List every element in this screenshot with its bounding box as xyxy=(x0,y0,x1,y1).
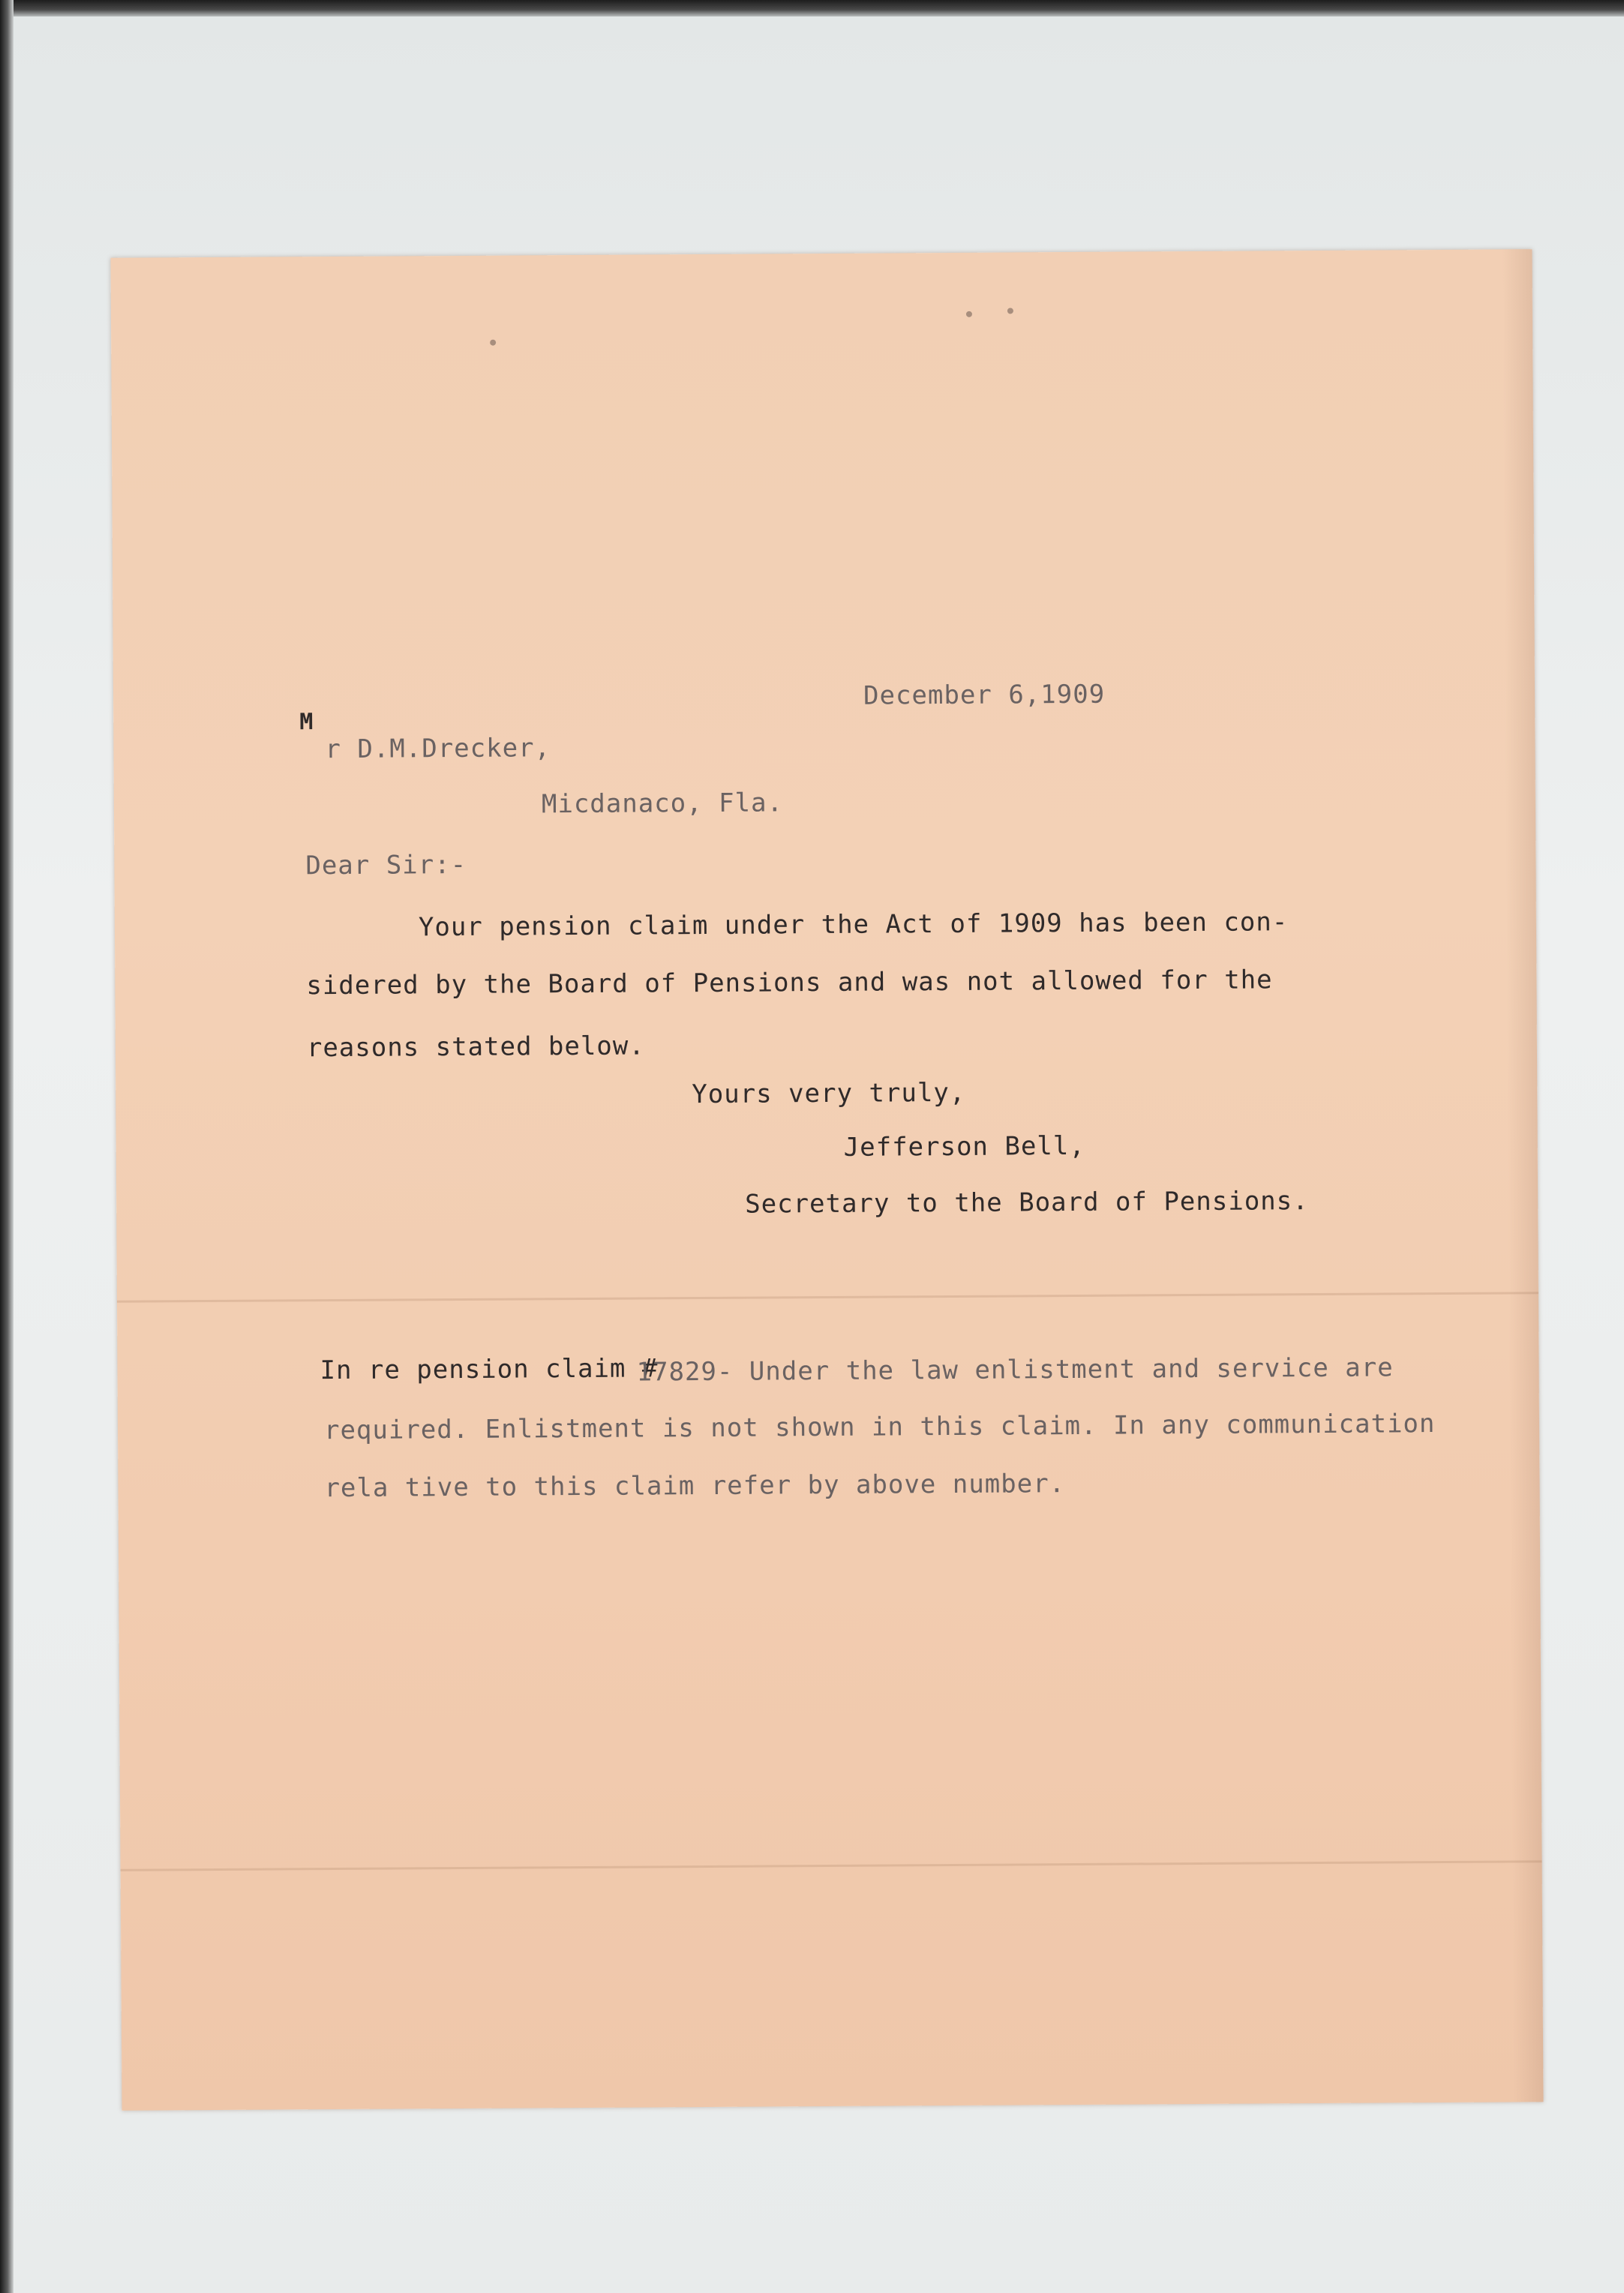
scan-border-left xyxy=(0,0,14,2293)
scan-border-top xyxy=(0,0,1624,17)
recipient-name: r D.M.Drecker, xyxy=(325,733,551,765)
ink-speck xyxy=(966,311,972,317)
reason-line: required. Enlistment is not shown in this claim. In any communication xyxy=(323,1409,1436,1446)
salutation-initial: M xyxy=(299,709,314,736)
letter-date: December 6,1909 xyxy=(863,679,1106,711)
letter-paper xyxy=(110,249,1543,2111)
ink-speck xyxy=(1007,308,1013,314)
closing: Yours very truly, xyxy=(692,1077,966,1110)
signer-name: Jefferson Bell, xyxy=(843,1130,1085,1163)
fold-line xyxy=(121,1860,1542,1871)
reason-line: rela tive to this claim refer by above number. xyxy=(324,1469,1066,1504)
body-line: Your pension claim under the Act of 1909 has been con- xyxy=(418,907,1289,943)
ink-speck xyxy=(490,340,496,346)
recipient-place: Micdanaco, Fla. xyxy=(541,788,784,820)
salutation: Dear Sir:- xyxy=(305,849,467,881)
reason-label: In re pension claim # xyxy=(320,1353,659,1386)
body-line: sidered by the Board of Pensions and was not allowed for the xyxy=(306,965,1273,1001)
body-line: reasons stated below. xyxy=(306,1031,645,1064)
reason-line: 17829- Under the law enlistment and service are xyxy=(636,1352,1394,1388)
signer-title: Secretary to the Board of Pensions. xyxy=(745,1186,1309,1220)
fold-line xyxy=(117,1292,1538,1303)
